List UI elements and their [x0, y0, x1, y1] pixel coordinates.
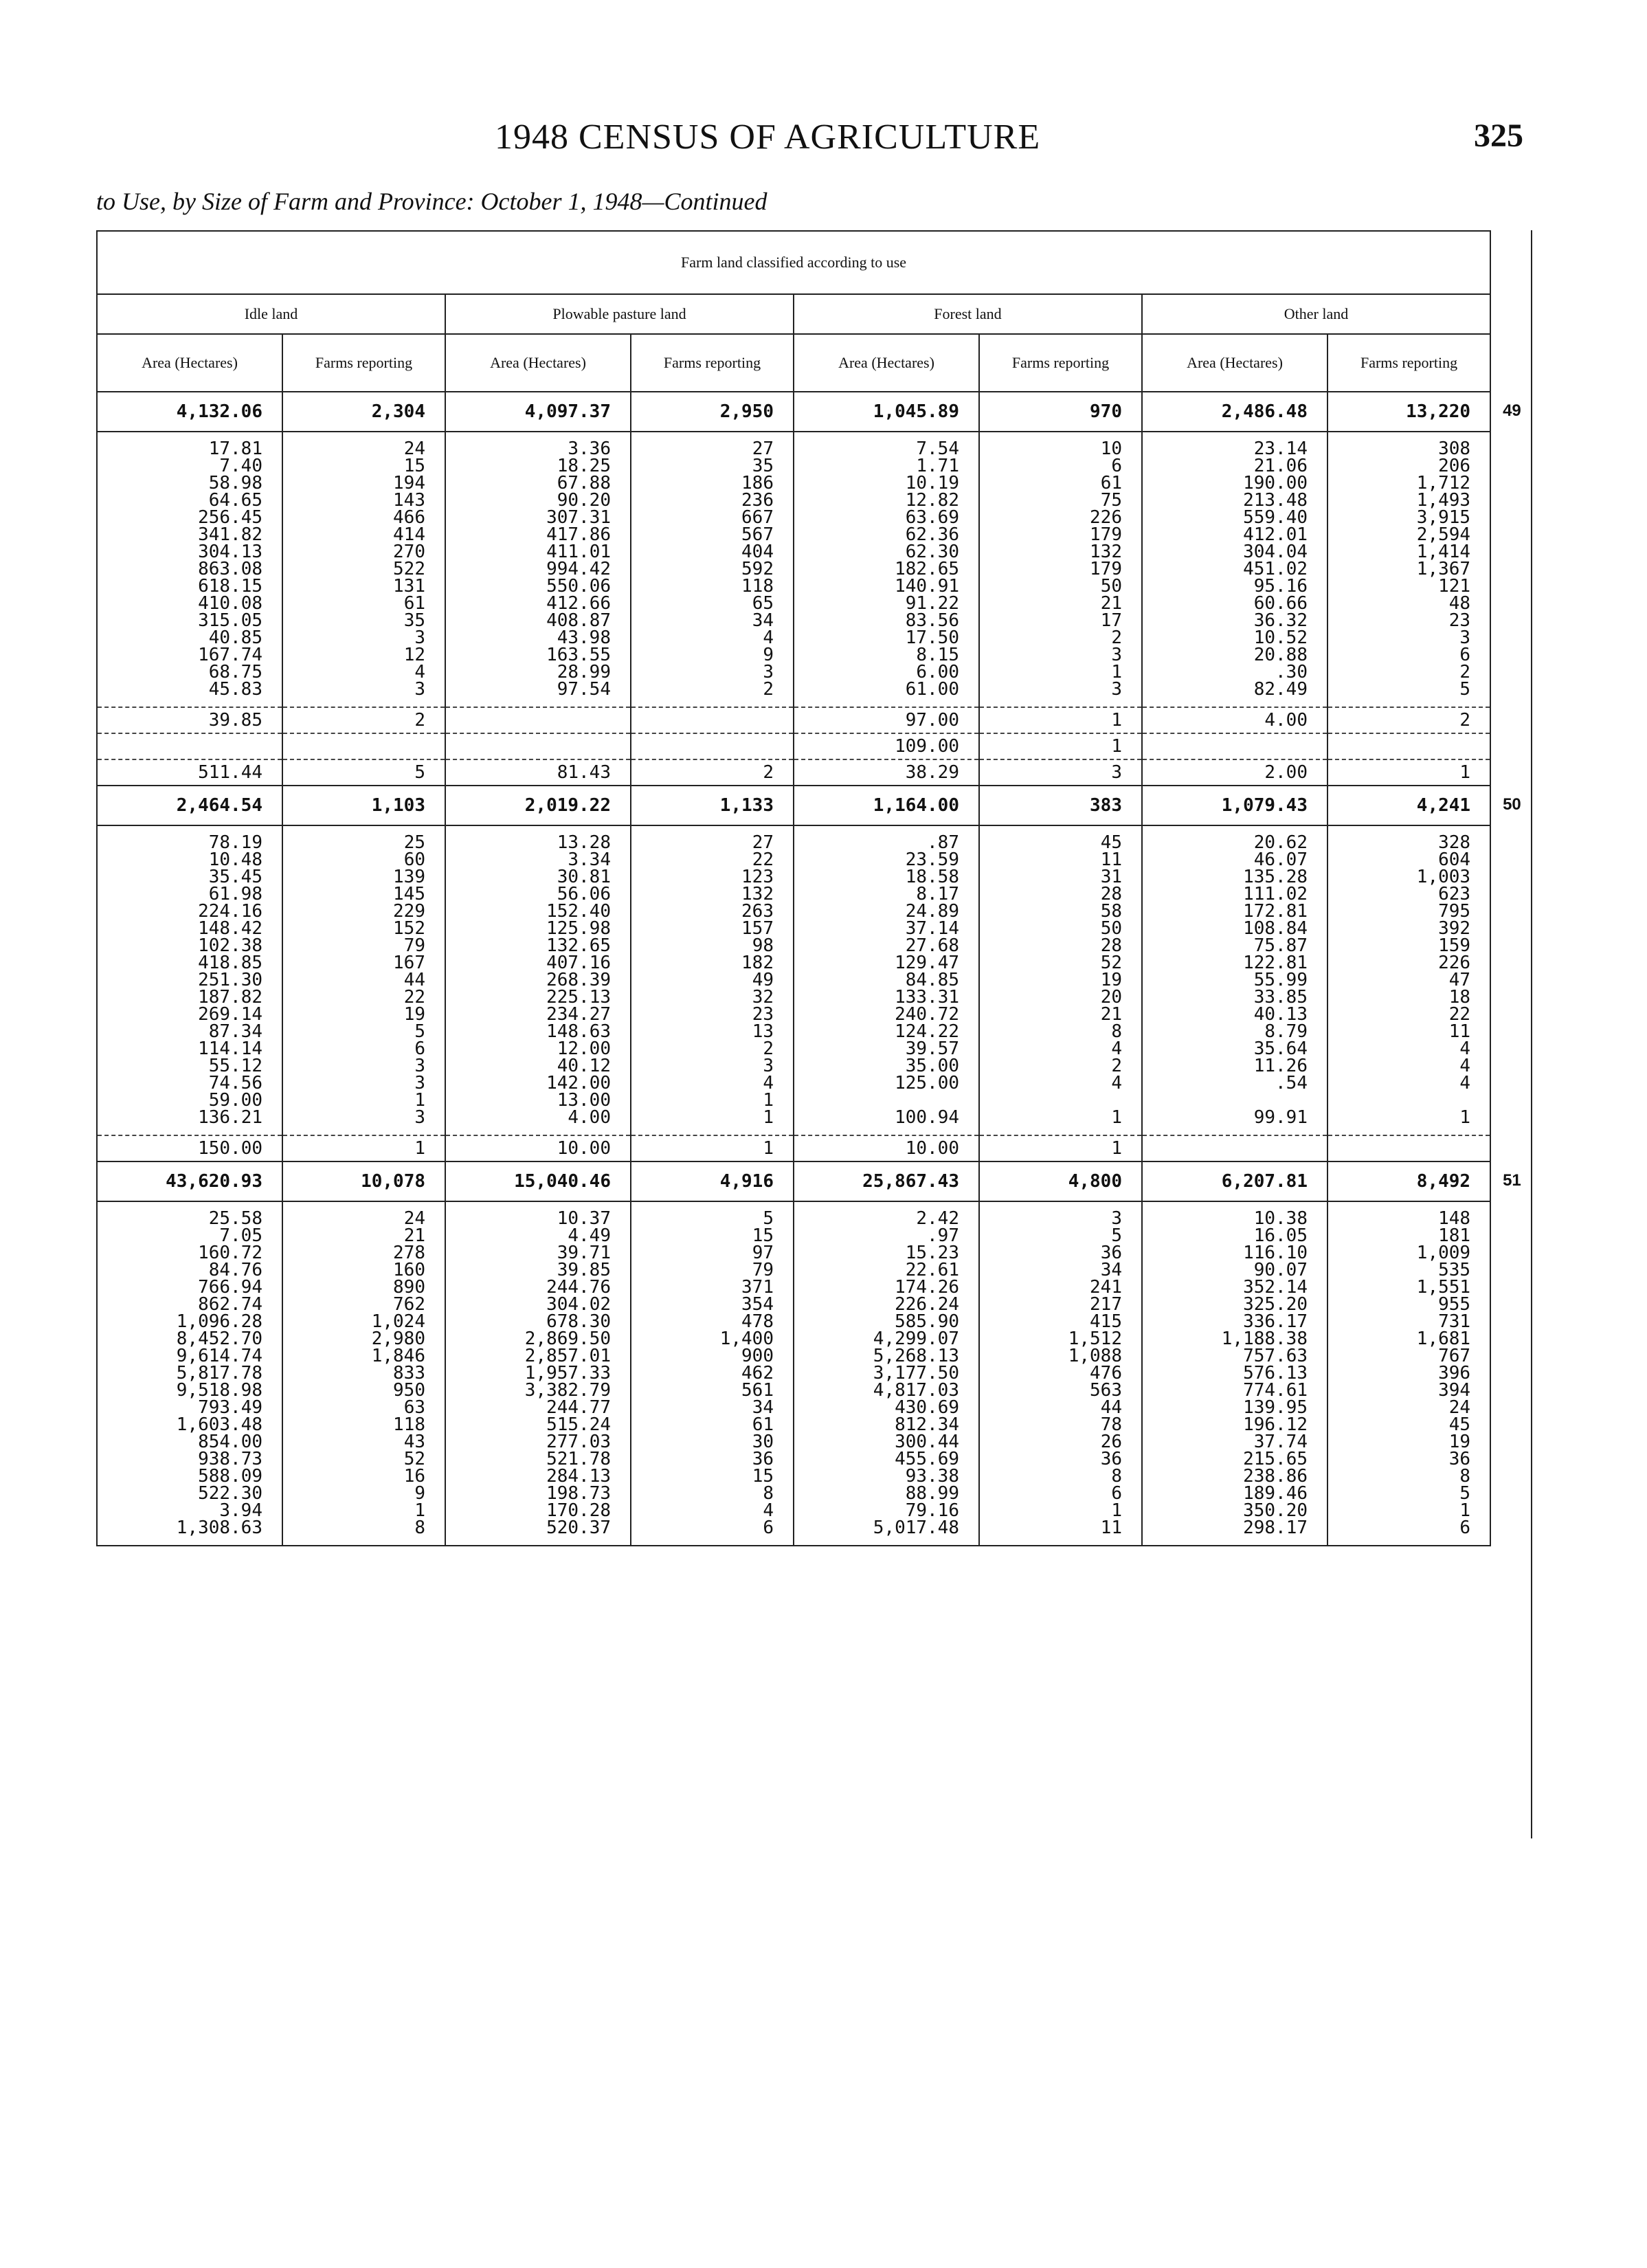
total-cell: 2,304 — [282, 392, 445, 432]
total-cell: 1,164.00 — [794, 786, 979, 825]
detail-column-cell: 3 5 36 34 241 217 415 1,512 1,088 476 563 44 78 26 36 8 6 1 11 — [979, 1201, 1142, 1546]
detail-cell: 2.00 — [1142, 759, 1327, 786]
detail-rows — [97, 1201, 1490, 1546]
page-number: 325 — [1474, 118, 1523, 154]
col-header-farms: Farms reporting — [631, 334, 794, 392]
detail-cell — [631, 707, 794, 733]
page-title: 1948 CENSUS OF AGRICULTURE — [495, 118, 1041, 157]
total-cell: 6,207.81 — [1142, 1161, 1327, 1201]
page-header — [0, 117, 1647, 172]
detail-column-cell: 25.58 7.05 160.72 84.76 766.94 862.74 1,096.28 8,452.70 9,614.74 5,817.78 9,518.98 793.49 1,603.48 854.00 938.73 588.09 522.30 3.94 1,308.63 — [97, 1201, 282, 1546]
detail-cell — [1142, 1135, 1327, 1161]
total-cell: 13,220 — [1327, 392, 1490, 432]
detail-cell — [445, 707, 631, 733]
detail-cell: 10.00 — [794, 1135, 979, 1161]
col-header-farms: Farms reporting — [979, 334, 1142, 392]
detail-cell: 1 — [1327, 759, 1490, 786]
detail-column-cell: 10.38 16.05 116.10 90.07 352.14 325.20 336.17 1,188.38 757.63 576.13 774.61 139.95 196.12 37.74 215.65 238.86 189.46 350.20 298.17 — [1142, 1201, 1327, 1546]
detail-row-extra — [97, 759, 1490, 786]
total-cell: 2,464.54 — [97, 786, 282, 825]
group-header-idle: Idle land — [97, 294, 445, 334]
detail-cell: 109.00 — [794, 733, 979, 759]
super-header: Farm land classified according to use — [97, 231, 1490, 294]
detail-cell: 3 — [979, 759, 1142, 786]
detail-row-extra — [97, 1135, 1490, 1161]
detail-column-cell: 5 15 97 79 371 354 478 1,400 900 462 561 34 61 30 36 15 8 4 6 — [631, 1201, 794, 1546]
detail-column-cell: 27 22 123 132 263 157 98 182 49 32 23 13 2 3 4 1 1 — [631, 825, 794, 1135]
detail-cell: 1 — [979, 1135, 1142, 1161]
total-cell: 1,045.89 — [794, 392, 979, 432]
group-header-pasture: Plowable pasture land — [445, 294, 794, 334]
detail-column-cell: 17.81 7.40 58.98 64.65 256.45 341.82 304.13 863.08 618.15 410.08 315.05 40.85 167.74 68.75 45.83 — [97, 432, 282, 707]
detail-cell: 1 — [282, 1135, 445, 1161]
detail-column-cell: 7.54 1.71 10.19 12.82 63.69 62.36 62.30 182.65 140.91 91.22 83.56 17.50 8.15 6.00 61.00 — [794, 432, 979, 707]
detail-cell: 5 — [282, 759, 445, 786]
detail-cell: 10.00 — [445, 1135, 631, 1161]
total-cell: 4,132.06 — [97, 392, 282, 432]
detail-cell — [631, 733, 794, 759]
total-cell: 43,620.93 — [97, 1161, 282, 1201]
table-body — [97, 392, 1490, 1546]
detail-cell: 2 — [1327, 707, 1490, 733]
detail-cell — [97, 733, 282, 759]
detail-cell: 1 — [631, 1135, 794, 1161]
detail-cell — [1327, 733, 1490, 759]
detail-column-cell: 45 11 31 28 58 50 28 52 19 20 21 8 4 2 4 1 — [979, 825, 1142, 1135]
detail-column-cell: 27 35 186 236 667 567 404 592 118 65 34 4 9 3 2 — [631, 432, 794, 707]
total-cell: 4,241 — [1327, 786, 1490, 825]
detail-column-cell: 25 60 139 145 229 152 79 167 44 22 19 5 6 3 3 1 3 — [282, 825, 445, 1135]
detail-column-cell: 24 15 194 143 466 414 270 522 131 61 35 3 12 4 3 — [282, 432, 445, 707]
total-cell: 4,916 — [631, 1161, 794, 1201]
table-subtitle: to Use, by Size of Farm and Province: October 1, 1948—Continued — [96, 188, 768, 215]
total-row — [97, 1161, 1490, 1201]
detail-column-cell: 10 6 61 75 226 179 132 179 50 21 17 2 3 1 3 — [979, 432, 1142, 707]
detail-cell: 38.29 — [794, 759, 979, 786]
total-cell: 4,097.37 — [445, 392, 631, 432]
total-cell: 383 — [979, 786, 1142, 825]
total-cell: 10,078 — [282, 1161, 445, 1201]
row-number-label: 51 — [1503, 1171, 1521, 1190]
detail-row-extra — [97, 707, 1490, 733]
detail-column-cell: 20.62 46.07 135.28 111.02 172.81 108.84 75.87 122.81 55.99 33.85 40.13 8.79 35.64 11.26 .54 99.91 — [1142, 825, 1327, 1135]
row-number-label: 49 — [1503, 401, 1521, 420]
total-cell: 1,079.43 — [1142, 786, 1327, 825]
total-cell: 4,800 — [979, 1161, 1142, 1201]
detail-column-cell: 2.42 .97 15.23 22.61 174.26 226.24 585.90 4,299.07 5,268.13 3,177.50 4,817.03 430.69 812.34 300.44 455.69 93.38 88.99 79.16 5,017.48 — [794, 1201, 979, 1546]
right-margin-rule — [1531, 230, 1532, 1838]
total-cell: 2,019.22 — [445, 786, 631, 825]
total-cell: 25,867.43 — [794, 1161, 979, 1201]
detail-rows — [97, 825, 1490, 1135]
detail-column-cell: 10.37 4.49 39.71 39.85 244.76 304.02 678.30 2,869.50 2,857.01 1,957.33 3,382.79 244.77 515.24 277.03 521.78 284.13 198.73 170.28 520.37 — [445, 1201, 631, 1546]
detail-column-cell: 148 181 1,009 535 1,551 955 731 1,681 767 396 394 24 45 19 36 8 5 1 6 — [1327, 1201, 1490, 1546]
row-number-label: 50 — [1503, 795, 1521, 814]
detail-column-cell: 24 21 278 160 890 762 1,024 2,980 1,846 833 950 63 118 43 52 16 9 1 8 — [282, 1201, 445, 1546]
col-header-farms: Farms reporting — [1327, 334, 1490, 392]
detail-cell: 2 — [631, 759, 794, 786]
detail-cell: 1 — [979, 733, 1142, 759]
total-cell: 2,950 — [631, 392, 794, 432]
detail-cell: 511.44 — [97, 759, 282, 786]
detail-column-cell: 23.14 21.06 190.00 213.48 559.40 412.01 304.04 451.02 95.16 60.66 36.32 10.52 20.88 .30 82.49 — [1142, 432, 1327, 707]
detail-cell: 2 — [282, 707, 445, 733]
col-header-area: Area (Hectares) — [445, 334, 631, 392]
detail-cell: 39.85 — [97, 707, 282, 733]
group-header-other: Other land — [1142, 294, 1490, 334]
total-cell: 15,040.46 — [445, 1161, 631, 1201]
detail-cell: 81.43 — [445, 759, 631, 786]
detail-column-cell: 3.36 18.25 67.88 90.20 307.31 417.86 411.01 994.42 550.06 412.66 408.87 43.98 163.55 28.99 97.54 — [445, 432, 631, 707]
total-row — [97, 392, 1490, 432]
detail-column-cell: .87 23.59 18.58 8.17 24.89 37.14 27.68 129.47 84.85 133.31 240.72 124.22 39.57 35.00 125.00 100.94 — [794, 825, 979, 1135]
detail-column-cell: 328 604 1,003 623 795 392 159 226 47 18 22 11 4 4 4 1 — [1327, 825, 1490, 1135]
detail-cell — [445, 733, 631, 759]
detail-cell: 97.00 — [794, 707, 979, 733]
total-cell: 8,492 — [1327, 1161, 1490, 1201]
group-header-forest: Forest land — [794, 294, 1142, 334]
census-table-container — [96, 230, 1498, 1546]
detail-cell — [1327, 1135, 1490, 1161]
col-header-farms: Farms reporting — [282, 334, 445, 392]
detail-cell: 4.00 — [1142, 707, 1327, 733]
total-cell: 1,133 — [631, 786, 794, 825]
farm-land-use-table — [96, 230, 1491, 1546]
detail-row-extra — [97, 733, 1490, 759]
detail-cell — [282, 733, 445, 759]
total-row — [97, 786, 1490, 825]
detail-cell: 1 — [979, 707, 1142, 733]
total-cell: 970 — [979, 392, 1142, 432]
total-cell: 2,486.48 — [1142, 392, 1327, 432]
col-header-area: Area (Hectares) — [1142, 334, 1327, 392]
col-header-area: Area (Hectares) — [794, 334, 979, 392]
detail-cell: 150.00 — [97, 1135, 282, 1161]
detail-column-cell: 13.28 3.34 30.81 56.06 152.40 125.98 132.65 407.16 268.39 225.13 234.27 148.63 12.00 40.12 142.00 13.00 4.00 — [445, 825, 631, 1135]
detail-cell — [1142, 733, 1327, 759]
detail-column-cell: 78.19 10.48 35.45 61.98 224.16 148.42 102.38 418.85 251.30 187.82 269.14 87.34 114.14 55.12 74.56 59.00 136.21 — [97, 825, 282, 1135]
total-cell: 1,103 — [282, 786, 445, 825]
detail-rows — [97, 432, 1490, 707]
detail-column-cell: 308 206 1,712 1,493 3,915 2,594 1,414 1,367 121 48 23 3 6 2 5 — [1327, 432, 1490, 707]
col-header-area: Area (Hectares) — [97, 334, 282, 392]
